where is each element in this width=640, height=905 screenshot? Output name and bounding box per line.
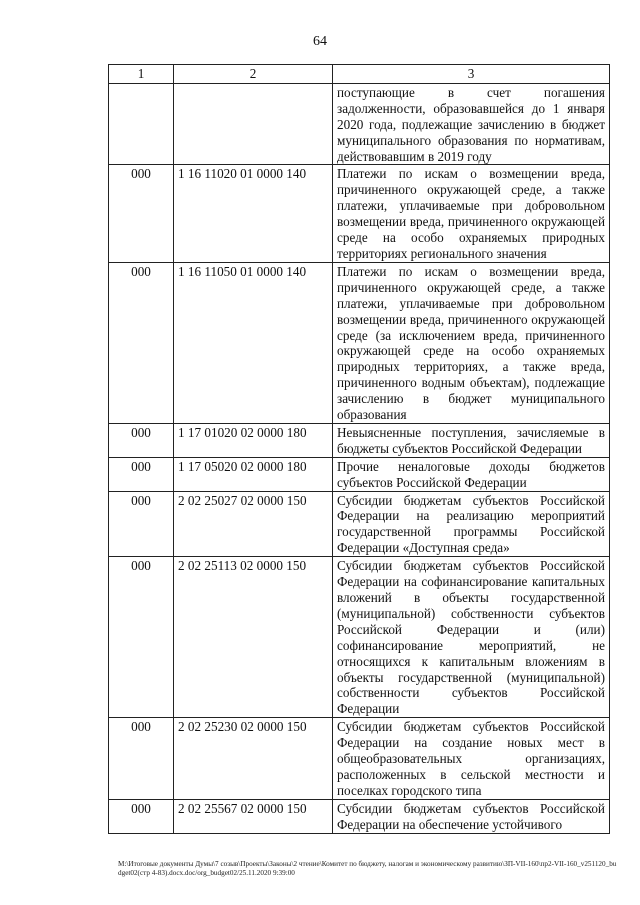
table-row [109, 423, 610, 457]
budget-code-cell: 1 16 11050 01 0000 140 [174, 262, 333, 423]
description-cell: Платежи по искам о возмещении вреда, причиненного окружающей среде, а также платежи, уплачиваемые при добровольном возмещении вреда, причиненного окружающей среде (за исключением вреда, причиненного окружающей среде на особо охраняемых природных территориях, а также вреда, причиненного водным объектам), подлежащие зачислению в бюджет муниципального образования [333, 262, 610, 423]
table-row [109, 557, 610, 718]
header-col-3: 3 [333, 65, 610, 84]
header-col-2: 2 [174, 65, 333, 84]
budget-code-cell: 2 02 25230 02 0000 150 [174, 718, 333, 800]
description-cell: Прочие неналоговые доходы бюджетов субъектов Российской Федерации [333, 457, 610, 491]
budget-code-cell: 2 02 25567 02 0000 150 [174, 799, 333, 833]
description-cell: Невыясненные поступления, зачисляемые в бюджеты субъектов Российской Федерации [333, 423, 610, 457]
description-cell: Субсидии бюджетам субъектов Российской Федерации на реализацию мероприятий государственной программы Российской Федерации «Доступная среда» [333, 491, 610, 557]
admin-code-cell: 000 [109, 491, 174, 557]
admin-code-cell: 000 [109, 423, 174, 457]
description-cell: Платежи по искам о возмещении вреда, причиненного окружающей среде, а также платежи, уплачиваемые при добровольном возмещении вреда, причиненного окружающей среде на особо охраняемых природных территориях регионального значения [333, 165, 610, 262]
admin-code-cell [109, 83, 174, 165]
budget-code-cell [174, 83, 333, 165]
budget-code-cell: 1 17 05020 02 0000 180 [174, 457, 333, 491]
table-row [109, 718, 610, 800]
table-row [109, 799, 610, 833]
table-row [109, 165, 610, 262]
description-cell: Субсидии бюджетам субъектов Российской Федерации на обеспечение устойчивого [333, 799, 610, 833]
admin-code-cell: 000 [109, 262, 174, 423]
description-cell: поступающие в счет погашения задолженности, образовавшейся до 1 января 2020 года, подлежащие зачислению в бюджет муниципального образования по нормативам, действовавшим в 2019 году [333, 83, 610, 165]
admin-code-cell: 000 [109, 457, 174, 491]
document-path-footer: М:\Итоговые документы Думы\7 созыв\Проекты\Законы\2 чтение\Комитет по бюджету, налогам и экономическому развитию\ЗП-VII-160\пр2-VII-160_v251120_budget02(стр 4-83).docx.doc/org_budget02/25.11.2020 9:39:00 [118, 860, 617, 877]
table-row [109, 457, 610, 491]
admin-code-cell: 000 [109, 799, 174, 833]
table-row [109, 491, 610, 557]
table-header-row [109, 65, 610, 84]
description-cell: Субсидии бюджетам субъектов Российской Федерации на софинансирование капитальных вложений в объекты государственной (муниципальной) собственности субъектов Российской Федерации и (или) софинансирование мероприятий, не относящихся к капитальным вложениям в объекты государственной (муниципальной) собственности субъектов Российской Федерации [333, 557, 610, 718]
admin-code-cell: 000 [109, 557, 174, 718]
table-row [109, 83, 610, 165]
admin-code-cell: 000 [109, 165, 174, 262]
description-cell: Субсидии бюджетам субъектов Российской Федерации на создание новых мест в общеобразовательных организациях, расположенных в сельской местности и поселках городского типа [333, 718, 610, 800]
budget-code-cell: 1 17 01020 02 0000 180 [174, 423, 333, 457]
header-col-1: 1 [109, 65, 174, 84]
budget-classification-table [108, 64, 610, 834]
page-number: 64 [313, 34, 327, 49]
table-row [109, 262, 610, 423]
budget-code-cell: 2 02 25027 02 0000 150 [174, 491, 333, 557]
budget-code-cell: 1 16 11020 01 0000 140 [174, 165, 333, 262]
budget-code-cell: 2 02 25113 02 0000 150 [174, 557, 333, 718]
admin-code-cell: 000 [109, 718, 174, 800]
